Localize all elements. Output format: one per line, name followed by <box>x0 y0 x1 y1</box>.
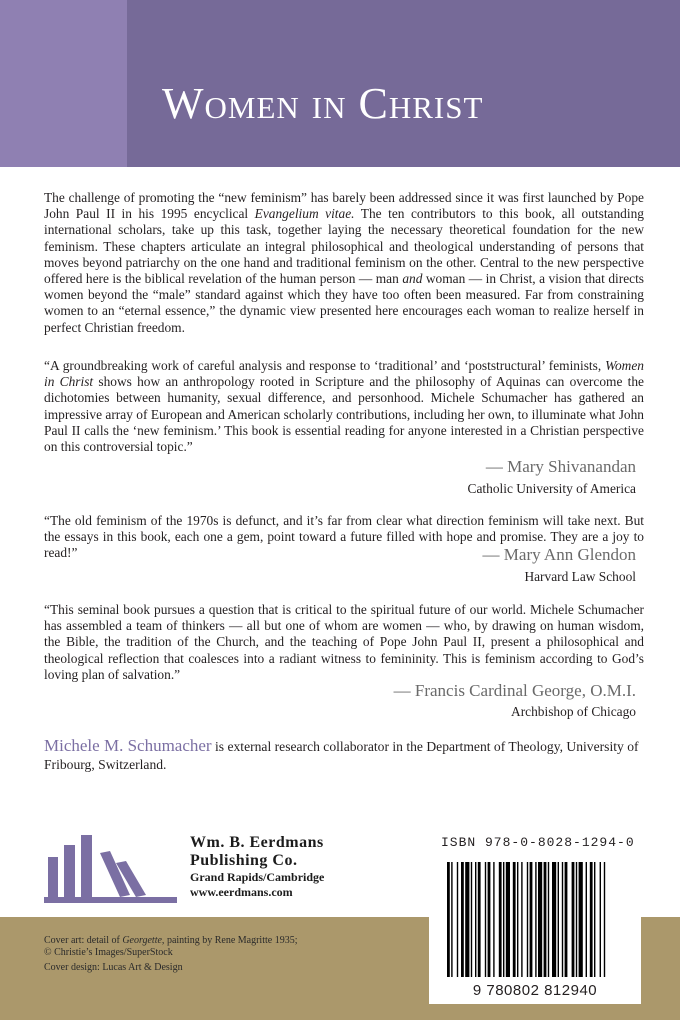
endorsement-name: — Mary Shivanandan <box>485 457 636 476</box>
barcode-bar <box>558 862 559 977</box>
endorsement-quote: “The old feminism of the 1970s is defunct, and it’s far from clear what direction feminism will take next. But the essays in this book, each one a gem, point toward a future filled with hope and promise. They are a joy to read!” <box>44 513 644 561</box>
barcode-bar <box>562 862 563 977</box>
publisher-location: Grand Rapids/Cambridge <box>190 870 325 884</box>
barcode-bar <box>461 862 464 977</box>
book-description: The challenge of promoting the “new feminism” has barely been addressed since it was first launched by Pope John Paul II in his 1995 encyclical Evangelium vitae. The ten contributors to this book, all outstanding international scholars, take up this task, together laying the necessary theoretical foundation for the new feminism. These chapters articulate an integral philosophical and theological understanding of persons that moves beyond patriarchy on the one hand and traditional feminism on the other. Central to the new perspective offered here is the biblical revelation of the human person — man and woman — in Christ, a vision that directs women beyond the “male” standard against which they have too often been measured. Far from constraining women to an “eternal essence,” the dynamic view presented here encourages each woman to realize herself in perfect Christian freedom. <box>44 190 645 335</box>
barcode-bar <box>485 862 486 977</box>
barcode-bar <box>579 862 583 977</box>
barcode-bar <box>538 862 542 977</box>
barcode-bar <box>521 862 522 977</box>
publisher-info <box>190 834 324 900</box>
barcode-bar <box>572 862 575 977</box>
isbn-label: ISBN 978-0-8028-1294-0 <box>441 835 635 850</box>
barcode-bar <box>499 862 502 977</box>
author-bio: Michele M. Schumacher is external research collaborator in the Department of Theology, University of Fribourg, Switzerland. <box>44 736 639 772</box>
barcode-bar <box>517 862 518 977</box>
cover-design-credit: Cover design: Lucas Art & Design <box>44 962 183 973</box>
header-accent-block <box>0 0 127 167</box>
barcode-bar <box>552 862 556 977</box>
endorsement-affiliation: Archbishop of Chicago <box>511 704 636 719</box>
endorsement-name: — Mary Ann Glendon <box>482 545 636 564</box>
header-band <box>0 0 680 167</box>
barcode-bar <box>503 862 504 977</box>
barcode-bar <box>548 862 549 977</box>
barcode-bar <box>530 862 533 977</box>
endorsement-affiliation: Harvard Law School <box>524 569 636 584</box>
barcode-bar <box>457 862 458 977</box>
barcode-bar <box>600 862 601 977</box>
publisher-logo <box>44 827 179 907</box>
barcode-bar <box>565 862 568 977</box>
barcode-bar <box>590 862 593 977</box>
endorsement-name: — Francis Cardinal George, O.M.I. <box>393 681 636 700</box>
endorsement-quote: “A groundbreaking work of careful analysis and response to ‘traditional’ and ‘poststructural’ feminists, Women in Christ shows how an anthropology rooted in Scripture and the philosophy of Aquinas can overcome the dichotomies between humanity, sexual difference, and personhood. Michele Schumacher has gathered an impressive array of European and American scholarly contributions, including her own, to illuminate what John Paul II calls the ‘new feminism.’ This book is essential reading for anyone interested in a Christian perspective on this controversial topic.” <box>44 358 644 455</box>
author-name: Michele M. Schumacher <box>44 736 212 755</box>
barcode-bar <box>447 862 450 977</box>
logo-base-bar <box>44 897 177 903</box>
barcode-bar <box>513 862 516 977</box>
barcode-number: 9 780802 812940 <box>472 982 598 999</box>
publisher-name-line2: Publishing Co. <box>190 852 298 869</box>
logo-book-spine <box>64 845 75 897</box>
barcode-bar <box>493 862 494 977</box>
publisher-website: www.eerdmans.com <box>190 885 293 899</box>
endorsement-affiliation: Catholic University of America <box>467 481 636 496</box>
endorsement-quote: “This seminal book pursues a question that is critical to the spiritual future of our world. Michele Schumacher has assembled a team of thinkers — all but one of whom are women — who, by drawing on human wisdom, the Bible, the tradition of the Church, and the teaching of Pope John Paul II, present a philosophical and theological reflection that coalesces into a radiant witness to femininity. This is feminism according to God’s loving plan of salvation.” <box>44 602 644 682</box>
barcode-bar <box>471 862 472 977</box>
barcode-bar <box>594 862 595 977</box>
barcode-bar <box>451 862 452 977</box>
barcode-bar <box>478 862 481 977</box>
barcode-bar <box>586 862 587 977</box>
logo-book-spine <box>81 835 92 897</box>
barcode-bar <box>535 862 536 977</box>
publisher-name: Wm. B. Eerdmans <box>190 834 324 851</box>
barcode-bar <box>576 862 577 977</box>
barcode-bar <box>527 862 528 977</box>
barcode-bar <box>465 862 469 977</box>
barcode-bar <box>604 862 605 977</box>
barcode-bar <box>488 862 491 977</box>
book-title: Women in Christ <box>162 79 484 128</box>
logo-book-spine <box>48 857 58 897</box>
barcode-bar <box>475 862 476 977</box>
barcode-bar <box>544 862 547 977</box>
barcode <box>445 862 635 977</box>
cover-art-credit: Cover art: detail of Georgette, painting by Rene Magritte 1935; © Christie’s Images/SuperStock <box>44 935 298 958</box>
barcode-bar <box>506 862 510 977</box>
